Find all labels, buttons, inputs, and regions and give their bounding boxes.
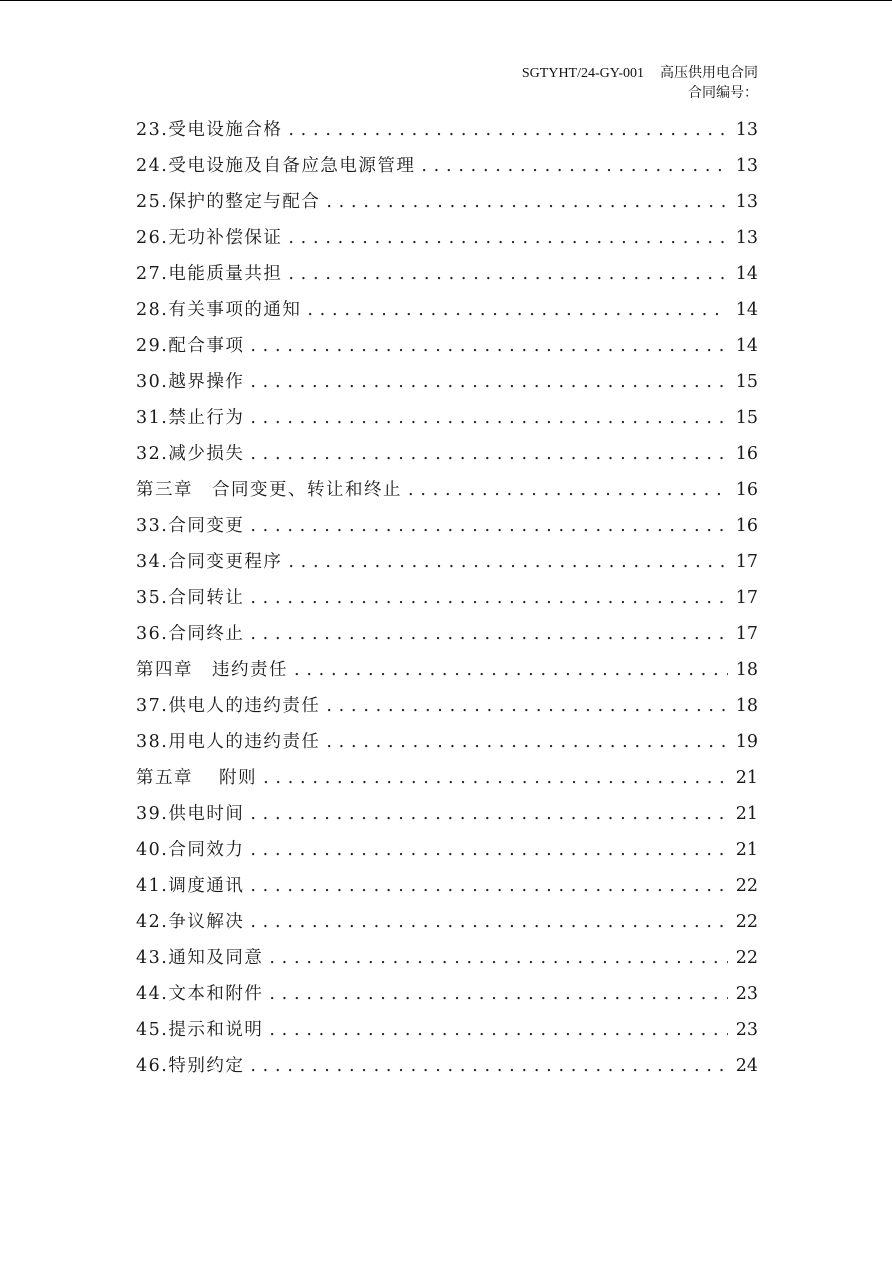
toc-entry-title: 33.合同变更 [136,516,245,536]
toc-entry-title: 28.有关事项的通知 [136,300,302,320]
toc-entry-title: 31.禁止行为 [136,408,245,428]
toc-entry-title: 25.保护的整定与配合 [136,192,321,212]
toc-entry-page-number: 22 [735,876,758,896]
toc-entry[interactable] [136,904,758,940]
toc-entry[interactable] [136,256,758,292]
toc-entry-title: 23.受电设施合格 [136,120,283,140]
toc-entry[interactable] [136,796,758,832]
toc-dot-leader [263,760,728,796]
toc-entry[interactable] [136,508,758,544]
toc-entry-page-number: 15 [735,408,758,428]
toc-dot-leader [269,940,728,976]
toc-dot-leader [250,328,728,364]
toc-entry-title: 30.越界操作 [136,372,245,392]
page-top-border [0,0,892,1]
toc-entry[interactable] [136,184,758,220]
header-line-1 [522,64,758,84]
toc-entry[interactable] [136,976,758,1012]
toc-entry-title: 26.无功补偿保证 [136,228,283,248]
toc-dot-leader [326,724,728,760]
toc-entry-title: 32.减少损失 [136,444,245,464]
toc-entry[interactable] [136,1048,758,1084]
toc-entry-title: 34.合同变更程序 [136,552,283,572]
toc-entry-title: 37.供电人的违约责任 [136,696,321,716]
toc-entry[interactable] [136,940,758,976]
toc-entry-title: 46.特别约定 [136,1056,245,1076]
toc-entry-title: 29.配合事项 [136,336,245,356]
toc-entry[interactable] [136,364,758,400]
toc-entry[interactable] [136,832,758,868]
toc-entry-title: 45.提示和说明 [136,1020,264,1040]
toc-entry-page-number: 14 [735,300,758,320]
toc-entry-page-number: 13 [735,156,758,176]
toc-entry[interactable] [136,436,758,472]
toc-entry-page-number: 16 [735,516,758,536]
toc-dot-leader [250,796,728,832]
table-of-contents [136,112,758,1084]
toc-entry-page-number: 16 [735,480,758,500]
toc-dot-leader [250,400,728,436]
document-title: 高压供用电合同 [660,66,758,81]
toc-entry-page-number: 14 [735,264,758,284]
toc-dot-leader [288,544,728,580]
toc-entry[interactable] [136,148,758,184]
toc-entry-title: 40.合同效力 [136,840,245,860]
toc-dot-leader [326,184,728,220]
toc-entry-page-number: 17 [735,552,758,572]
toc-entry-title: 39.供电时间 [136,804,245,824]
toc-entry-page-number: 13 [735,192,758,212]
toc-entry-title: 第三章 合同变更、转让和终止 [136,480,402,500]
toc-entry-title: 36.合同终止 [136,624,245,644]
toc-entry-title: 24.受电设施及自备应急电源管理 [136,156,416,176]
toc-dot-leader [250,364,728,400]
toc-entry-title: 38.用电人的违约责任 [136,732,321,752]
toc-entry[interactable] [136,292,758,328]
toc-entry[interactable] [136,112,758,148]
toc-entry-page-number: 13 [735,228,758,248]
toc-dot-leader [269,976,728,1012]
toc-entry[interactable] [136,652,758,688]
toc-entry-page-number: 21 [735,768,758,788]
page-header [522,64,758,104]
toc-entry-page-number: 19 [735,732,758,752]
toc-dot-leader [294,652,728,688]
toc-entry[interactable] [136,544,758,580]
toc-dot-leader [269,1012,728,1048]
toc-entry-page-number: 13 [735,120,758,140]
document-code: SGTYHT/24-GY-001 [521,66,644,81]
toc-dot-leader [250,1048,728,1084]
toc-dot-leader [250,616,728,652]
toc-entry-page-number: 23 [735,1020,758,1040]
toc-dot-leader [250,832,728,868]
toc-dot-leader [408,472,728,508]
toc-dot-leader [250,436,728,472]
toc-dot-leader [326,688,728,724]
toc-dot-leader [288,256,728,292]
toc-entry-title: 第四章 违约责任 [136,660,288,680]
toc-dot-leader [250,508,728,544]
toc-entry-page-number: 21 [735,804,758,824]
toc-dot-leader [307,292,728,328]
toc-entry-title: 44.文本和附件 [136,984,264,1004]
toc-dot-leader [250,868,728,904]
toc-entry-title: 41.调度通讯 [136,876,245,896]
toc-entry[interactable] [136,616,758,652]
toc-entry-page-number: 22 [735,912,758,932]
toc-dot-leader [250,580,728,616]
toc-entry-page-number: 23 [735,984,758,1004]
toc-entry[interactable] [136,760,758,796]
toc-entry[interactable] [136,688,758,724]
toc-dot-leader [288,220,728,256]
toc-entry[interactable] [136,724,758,760]
toc-entry-page-number: 14 [735,336,758,356]
toc-entry-page-number: 16 [735,444,758,464]
toc-entry[interactable] [136,1012,758,1048]
toc-dot-leader [288,112,728,148]
toc-entry[interactable] [136,472,758,508]
toc-entry-page-number: 21 [735,840,758,860]
toc-dot-leader [250,904,728,940]
toc-entry-page-number: 17 [735,588,758,608]
toc-entry-page-number: 18 [735,696,758,716]
toc-entry[interactable] [136,400,758,436]
toc-entry-page-number: 18 [735,660,758,680]
toc-entry-title: 35.合同转让 [136,588,245,608]
toc-entry-title: 第五章 附则 [136,768,258,788]
toc-entry[interactable] [136,580,758,616]
toc-entry[interactable] [136,868,758,904]
toc-entry[interactable] [136,328,758,364]
toc-entry-page-number: 24 [735,1056,758,1076]
toc-entry-page-number: 15 [735,372,758,392]
toc-entry-title: 27.电能质量共担 [136,264,283,284]
toc-dot-leader [421,148,728,184]
toc-entry[interactable] [136,220,758,256]
toc-entry-title: 43.通知及同意 [136,948,264,968]
toc-entry-page-number: 17 [735,624,758,644]
contract-number-label: 合同编号： [688,86,758,101]
toc-entry-title: 42.争议解决 [136,912,245,932]
toc-entry-page-number: 22 [735,948,758,968]
